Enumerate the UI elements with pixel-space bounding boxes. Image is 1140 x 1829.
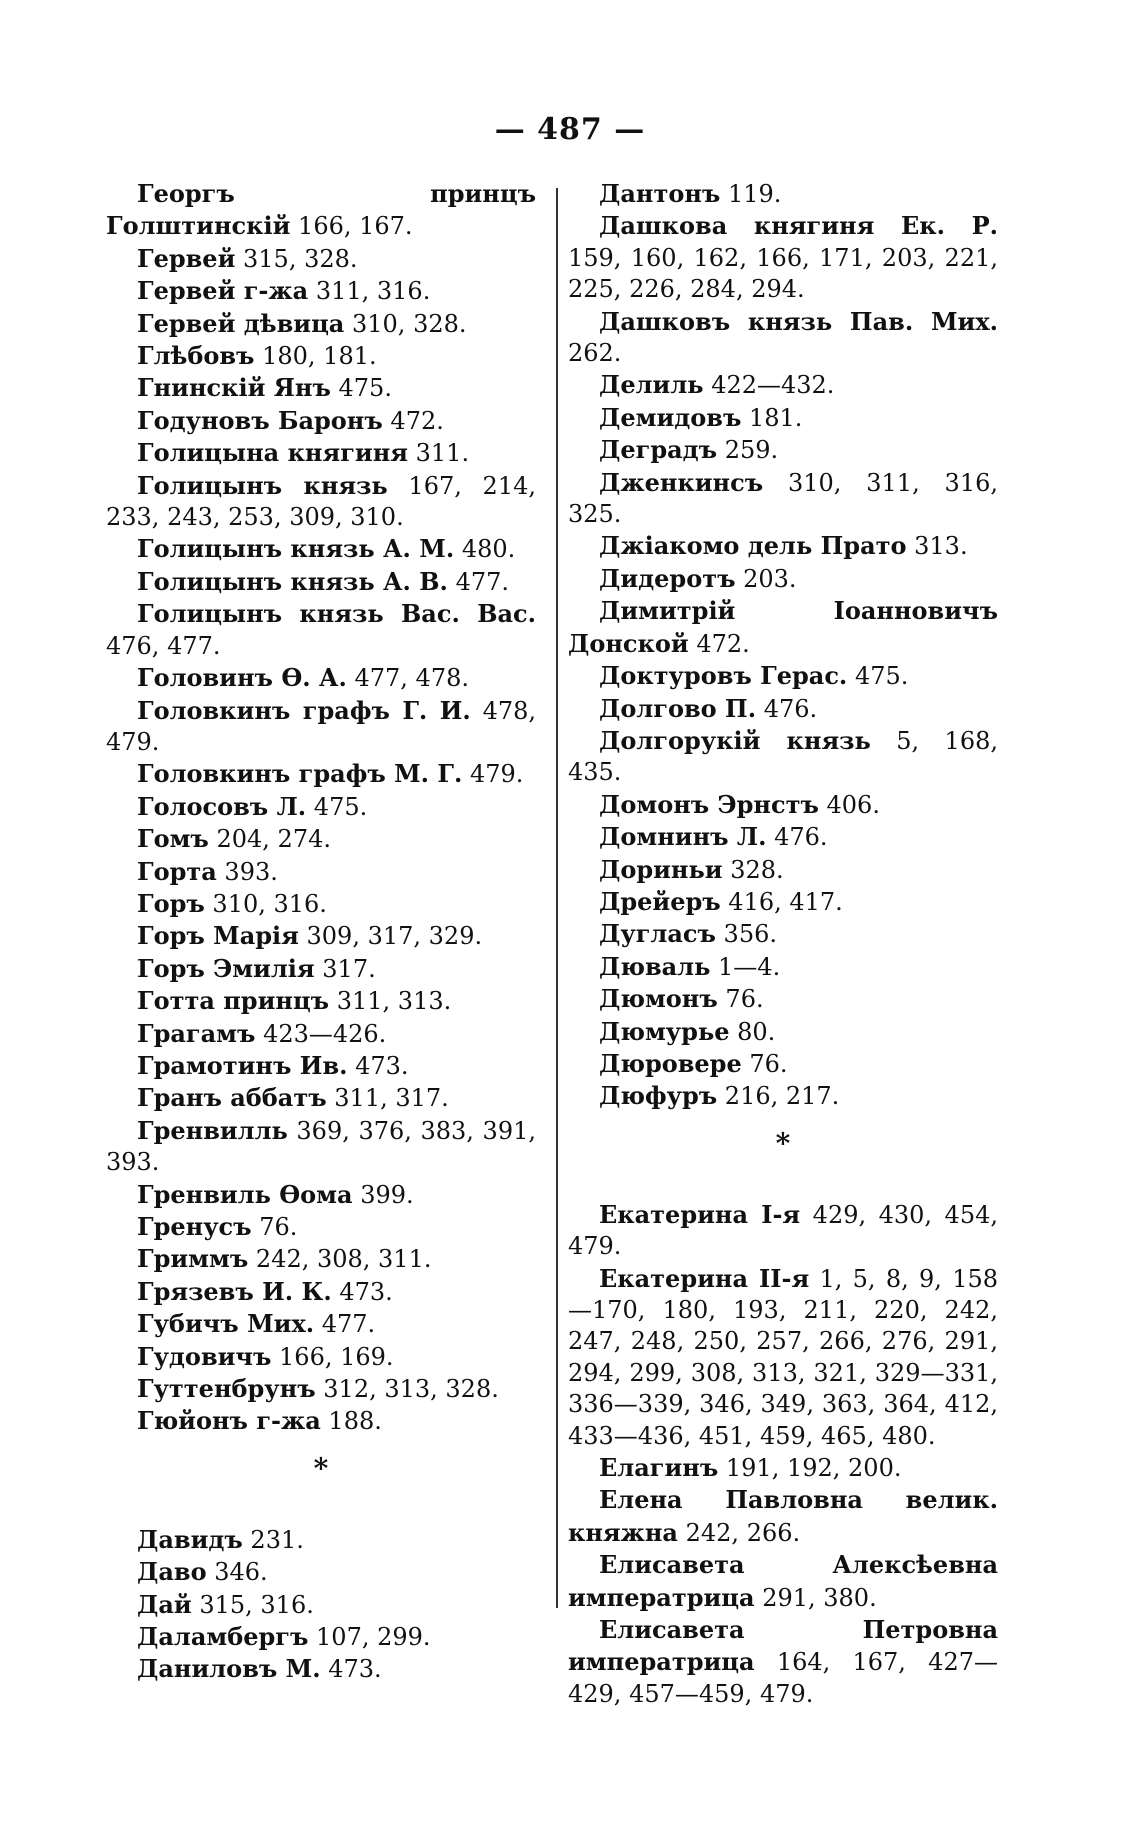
entry-pages: 475.	[313, 792, 368, 821]
index-entry	[106, 985, 536, 1017]
entry-pages: 416, 417.	[728, 887, 843, 916]
index-entry	[106, 1556, 536, 1588]
index-entry	[568, 821, 998, 853]
entry-heading: Голицына княгиня	[137, 438, 408, 468]
entry-pages: 259.	[724, 436, 779, 465]
index-entry	[568, 693, 998, 725]
entry-heading: Дориньи	[599, 854, 723, 884]
index-entry	[568, 434, 998, 466]
entry-heading: Долгорукій князь	[599, 725, 871, 755]
entry-heading: Горъ Эмилія	[137, 953, 315, 983]
entry-pages: 1, 5, 8, 9, 158—170, 180, 193, 211, 220, 242, 247, 248, 250, 257, 266, 276, 291, 294, 299, 308, 313, 321, 329—331, 336—339, 346, 349, 363, 364, 412, 433—436, 451, 459, 465, 480.	[568, 1264, 999, 1450]
entry-heading: Домнинъ Л.	[599, 822, 767, 852]
index-entry	[568, 178, 998, 210]
entry-heading: Екатерина І-я	[599, 1199, 801, 1229]
index-entry	[568, 210, 998, 305]
entry-heading: Даламбергъ	[137, 1622, 309, 1652]
left-column	[106, 178, 536, 1686]
entry-heading: Гриммъ	[137, 1244, 249, 1274]
index-entry	[106, 566, 536, 598]
entry-pages: 181.	[749, 403, 803, 432]
entry-pages: 312, 313, 328.	[323, 1375, 499, 1404]
entry-heading: Димитрій Іоанновичъ Донской	[568, 596, 998, 658]
entry-pages: 107, 299.	[316, 1623, 431, 1652]
entry-heading: Дюваль	[599, 951, 711, 981]
index-entry	[106, 1653, 536, 1685]
entry-heading: Губичъ Мих.	[137, 1309, 315, 1339]
entry-heading: Голицынъ князь А. В.	[137, 566, 448, 596]
entry-pages: 262.	[568, 339, 622, 368]
entry-heading: Голицынъ князь	[137, 470, 388, 500]
index-entry	[568, 951, 998, 983]
index-entry	[106, 243, 536, 275]
index-entry	[568, 402, 998, 434]
entry-pages: 1—4.	[718, 952, 781, 981]
entry-pages: 393.	[224, 857, 278, 886]
entry-heading: Дюровере	[599, 1048, 742, 1078]
entry-heading: Гюйонъ г-жа	[137, 1406, 321, 1436]
index-entry	[106, 1082, 536, 1114]
entry-pages: 231.	[250, 1525, 304, 1554]
entry-heading: Гервей дѣвица	[137, 308, 345, 338]
entry-heading: Готта принцъ	[137, 986, 330, 1016]
entry-pages: 475.	[854, 662, 909, 691]
entry-heading: Глѣбовъ	[137, 341, 255, 371]
page-number: — 487 —	[494, 112, 646, 147]
index-entry	[106, 953, 536, 985]
index-entry	[568, 660, 998, 692]
entry-heading: Головинъ Ѳ. А.	[137, 663, 347, 693]
index-entry	[106, 791, 536, 823]
entry-heading: Делиль	[599, 370, 704, 400]
entry-heading: Даво	[137, 1557, 207, 1587]
entry-heading: Годуновъ Баронъ	[137, 405, 383, 435]
index-entry	[568, 1484, 998, 1549]
entry-pages: 167, 214, 233, 243, 253, 309, 310.	[106, 471, 536, 532]
entry-pages: 313.	[914, 532, 968, 561]
entry-heading: Гнинскій Янъ	[137, 373, 331, 403]
index-entry	[106, 1308, 536, 1340]
index-entry	[568, 1199, 998, 1263]
entry-heading: Дантонъ	[599, 179, 721, 208]
entry-heading: Голицынъ князь А. М.	[137, 534, 455, 564]
index-entry	[568, 1452, 998, 1484]
entry-pages: 477, 478.	[354, 664, 469, 693]
entry-pages: 423—426.	[263, 1019, 387, 1048]
entry-pages: 399.	[360, 1180, 414, 1209]
entry-pages: 203.	[743, 564, 797, 593]
left-group-2	[106, 1524, 536, 1686]
entry-pages: 166, 167.	[298, 212, 413, 241]
entry-pages: 315, 316.	[199, 1590, 314, 1619]
entry-pages: 310, 316.	[212, 889, 327, 918]
index-entry	[568, 1080, 998, 1112]
index-entry	[106, 372, 536, 404]
entry-pages: 166, 169.	[279, 1342, 394, 1371]
index-entry	[106, 1589, 536, 1621]
index-entry	[568, 789, 998, 821]
entry-pages: 346.	[214, 1558, 268, 1587]
entry-pages: 310, 311, 316, 325.	[568, 468, 998, 529]
index-entry	[568, 467, 998, 531]
entry-pages: 242, 308, 311.	[255, 1245, 432, 1274]
index-entry	[106, 823, 536, 855]
entry-heading: Георгъ принцъ Голштинскій	[106, 179, 536, 241]
entry-pages: 476, 477.	[106, 631, 221, 660]
entry-heading: Дашковъ князь Пав. Мих.	[599, 306, 998, 336]
entry-pages: 119.	[727, 180, 782, 208]
entry-heading: Гервей	[137, 243, 236, 273]
entry-heading: Екатерина ІІ-я	[599, 1263, 810, 1293]
entry-pages: 369, 376, 383, 391, 393.	[106, 1116, 536, 1177]
entry-heading: Горта	[137, 856, 217, 886]
index-entry	[106, 340, 536, 372]
index-entry	[568, 1549, 998, 1614]
entry-pages: 216, 217.	[724, 1082, 840, 1111]
entry-pages: 478, 479.	[106, 696, 536, 756]
entry-pages: 480.	[461, 535, 516, 564]
entry-heading: Домонъ Эрнстъ	[599, 789, 819, 819]
entry-heading: Елена Павловна велик. княжна	[568, 1485, 998, 1547]
index-entry	[106, 1524, 536, 1556]
entry-heading: Дугласъ	[599, 919, 716, 949]
entry-heading: Дюмурье	[599, 1016, 730, 1046]
index-entry	[106, 1018, 536, 1050]
section-separator: *	[313, 1451, 329, 1485]
entry-pages: 180, 181.	[262, 342, 377, 371]
index-entry	[568, 369, 998, 401]
entry-pages: 311.	[415, 439, 470, 468]
entry-heading: Демидовъ	[599, 402, 742, 432]
index-entry	[106, 1211, 536, 1243]
entry-heading: Долгово П.	[599, 693, 757, 723]
entry-pages: 476.	[774, 823, 828, 852]
entry-pages: 356.	[723, 920, 777, 949]
entry-heading: Гудовичъ	[137, 1341, 272, 1371]
entry-pages: 422—432.	[711, 371, 835, 400]
index-entry	[568, 306, 998, 370]
entry-heading: Голицынъ князь Вас. Вас.	[137, 599, 536, 629]
index-entry	[106, 308, 536, 340]
entry-heading: Грагамъ	[137, 1018, 256, 1048]
entry-pages: 242, 266.	[685, 1518, 801, 1547]
entry-pages: 76.	[725, 985, 764, 1014]
entry-pages: 5, 168, 435.	[568, 726, 998, 787]
index-entry	[106, 437, 536, 469]
entry-heading: Голосовъ Л.	[137, 791, 307, 821]
entry-heading: Давидъ	[137, 1524, 243, 1554]
entry-heading: Дай	[137, 1589, 192, 1619]
entry-heading: Дженкинсъ	[599, 467, 764, 497]
entry-pages: 76.	[749, 1049, 788, 1078]
index-entry	[106, 470, 536, 534]
entry-heading: Грамотинъ Ив.	[137, 1050, 348, 1080]
index-entry	[106, 1276, 536, 1308]
entry-heading: Дашкова княгиня Ек. Р.	[599, 211, 998, 241]
entry-heading: Головкинъ графъ М. Г.	[137, 759, 463, 789]
index-entry	[568, 563, 998, 595]
index-entry	[106, 533, 536, 565]
index-entry	[106, 598, 536, 662]
entry-pages: 309, 317, 329.	[306, 922, 483, 951]
right-group-2	[568, 1199, 998, 1711]
index-entry	[106, 1050, 536, 1082]
entry-pages: 476.	[763, 694, 818, 723]
entry-heading: Дидеротъ	[599, 563, 736, 593]
entry-pages: 328.	[730, 855, 784, 884]
index-entry	[106, 275, 536, 307]
index-entry	[106, 662, 536, 694]
index-entry	[568, 725, 998, 789]
section-separator: *	[775, 1126, 791, 1160]
entry-pages: 204, 274.	[216, 825, 331, 854]
entry-pages: 80.	[737, 1017, 776, 1046]
entry-heading: Деградъ	[599, 435, 718, 465]
entry-pages: 315, 328.	[243, 244, 358, 273]
index-entry	[106, 405, 536, 437]
entry-pages: 188.	[328, 1407, 382, 1436]
entry-pages: 406.	[826, 790, 880, 819]
entry-heading: Дюфуръ	[599, 1081, 718, 1111]
entry-heading: Доктуровъ Герас.	[599, 661, 848, 691]
right-column	[568, 178, 998, 1710]
index-entry	[106, 1243, 536, 1275]
entry-heading: Даниловъ М.	[137, 1654, 321, 1684]
entry-heading: Елисавета Алексѣевна императрица	[568, 1550, 998, 1612]
entry-heading: Гомъ	[137, 824, 209, 854]
index-entry	[106, 178, 536, 243]
index-entry	[568, 1048, 998, 1080]
entry-pages: 159, 160, 162, 166, 171, 203, 221, 225, 226, 284, 294.	[568, 243, 998, 304]
entry-heading: Головкинъ графъ Г. И.	[137, 695, 471, 725]
entry-pages: 311, 317.	[334, 1084, 449, 1113]
index-entry	[568, 595, 998, 660]
entry-pages: 472.	[390, 406, 444, 435]
index-entry	[106, 1115, 536, 1179]
entry-heading: Гренусъ	[137, 1212, 252, 1241]
index-entry	[106, 1405, 536, 1437]
index-entry	[106, 856, 536, 888]
index-entry	[106, 758, 536, 790]
entry-pages: 164, 167, 427—429, 457—459, 479.	[568, 1648, 998, 1708]
index-entry	[106, 920, 536, 952]
entry-pages: 475.	[338, 374, 392, 403]
entry-pages: 473.	[355, 1051, 409, 1080]
entry-heading: Гуттенбрунъ	[137, 1374, 316, 1404]
index-entry	[568, 983, 998, 1015]
index-entry	[568, 1263, 998, 1452]
entry-pages: 473.	[339, 1277, 393, 1306]
index-entry	[568, 918, 998, 950]
entry-pages: 479.	[469, 760, 524, 789]
entry-pages: 472.	[696, 629, 750, 658]
entry-heading: Гренвиль Ѳома	[137, 1179, 353, 1209]
entry-heading: Джіакомо дель Прато	[599, 531, 907, 561]
entry-pages: 76.	[259, 1213, 298, 1241]
entry-pages: 191, 192, 200.	[725, 1454, 902, 1483]
index-entry	[106, 1341, 536, 1373]
entry-pages: 311, 316.	[315, 277, 431, 306]
entry-heading: Гранъ аббатъ	[137, 1083, 327, 1113]
entry-pages: 477.	[455, 567, 509, 596]
entry-pages: 291, 380.	[762, 1583, 877, 1612]
entry-pages: 311, 313.	[336, 987, 452, 1016]
index-entry	[106, 1621, 536, 1653]
right-group-1	[568, 178, 998, 1113]
entry-heading: Горъ	[137, 888, 205, 918]
index-entry	[106, 888, 536, 920]
entry-heading: Дрейеръ	[599, 886, 721, 916]
entry-pages: 310, 328.	[352, 309, 467, 338]
entry-heading: Гренвилль	[137, 1115, 288, 1145]
index-entry	[568, 1614, 998, 1710]
entry-heading: Елисавета Петровна императрица	[568, 1615, 998, 1677]
index-entry	[568, 854, 998, 886]
index-entry	[568, 1016, 998, 1048]
entry-pages: 317.	[322, 954, 376, 983]
entry-heading: Елагинъ	[599, 1453, 719, 1483]
index-entry	[106, 1179, 536, 1211]
entry-heading: Грязевъ И. К.	[137, 1276, 332, 1306]
left-group-1	[106, 178, 536, 1438]
entry-pages: 473.	[328, 1655, 382, 1684]
index-entry	[106, 1373, 536, 1405]
entry-heading: Гервей г-жа	[137, 276, 309, 306]
entry-heading: Горъ Марія	[137, 921, 299, 951]
entry-pages: 477.	[321, 1310, 376, 1339]
index-entry	[568, 530, 998, 562]
entry-heading: Дюмонъ	[599, 984, 718, 1014]
index-entry	[568, 886, 998, 918]
column-divider	[556, 188, 558, 1608]
entry-pages: 429, 430, 454, 479.	[568, 1200, 998, 1261]
index-entry	[106, 695, 536, 759]
